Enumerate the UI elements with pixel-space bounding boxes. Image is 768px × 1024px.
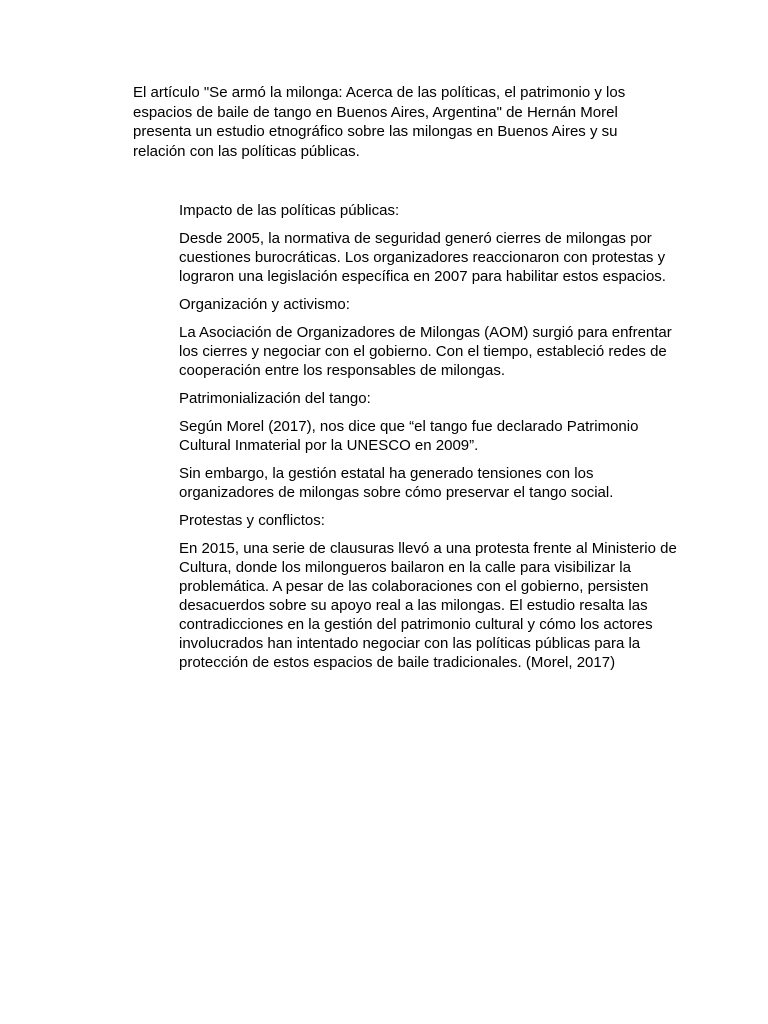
section-paragraph-impacto: Desde 2005, la normativa de seguridad generó cierres de milongas por cuestiones burocráticas. Los organizadores reaccionaron con protestas y lograron una legislación específica en 2007 para habilitar estos espacios. <box>179 230 666 285</box>
section-paragraph-organizacion: La Asociación de Organizadores de Milongas (AOM) surgió para enfrentar los cierres y negociar con el gobierno. Con el tiempo, estableció redes de cooperación entre los responsables de milongas. <box>179 324 672 379</box>
intro-paragraph: El artículo "Se armó la milonga: Acerca de las políticas, el patrimonio y los espacios de baile de tango en Buenos Aires, Argentina" de Hernán Morel presenta un estudio etnográfico sobre las milongas en Buenos Aires y su relación con las políticas públicas. <box>133 84 626 160</box>
section-heading-protestas: Protestas y conflictos: <box>179 512 325 529</box>
document-body <box>179 201 679 681</box>
section-paragraph-patrimonializacion-2: Sin embargo, la gestión estatal ha generado tensiones con los organizadores de milongas sobre cómo preservar el tango social. <box>179 465 614 501</box>
section-heading-patrimonializacion: Patrimonialización del tango: <box>179 390 371 407</box>
section-paragraph-patrimonializacion-1: Según Morel (2017), nos dice que “el tango fue declarado Patrimonio Cultural Inmaterial por la UNESCO en 2009”. <box>179 418 639 454</box>
section-heading-impacto: Impacto de las políticas públicas: <box>179 202 400 219</box>
section-heading-organizacion: Organización y activismo: <box>179 296 350 313</box>
section-paragraph-protestas: En 2015, una serie de clausuras llevó a una protesta frente al Ministerio de Cultura, donde los milongueros bailaron en la calle para visibilizar la problemática. A pesar de las colaboraciones con el gobierno, persisten desacuerdos sobre su apoyo real a las milongas. El estudio resalta las contradicciones en la gestión del patrimonio cultural y cómo los actores involucrados han intentado negociar con las políticas públicas para la protección de estos espacios de baile tradicionales. (Morel, 2017) <box>179 540 677 671</box>
